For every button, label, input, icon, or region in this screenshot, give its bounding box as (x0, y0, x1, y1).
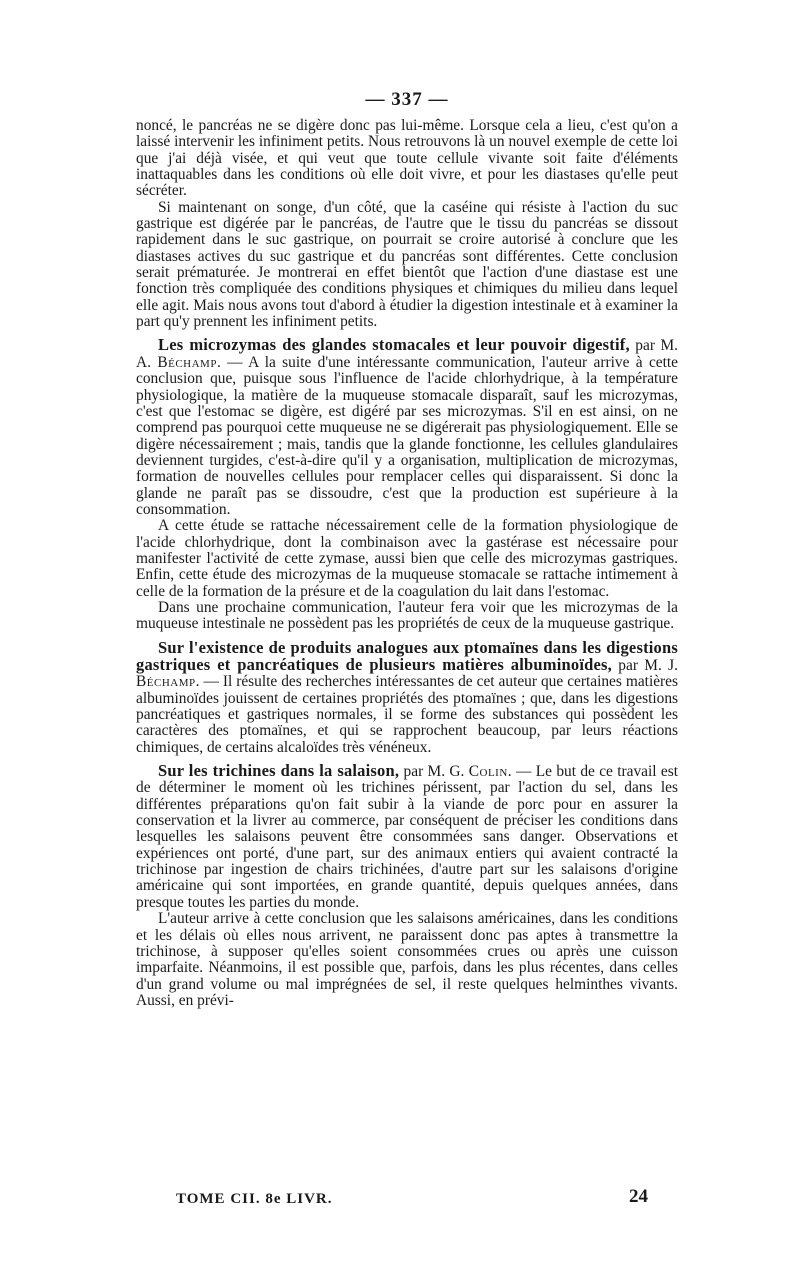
section-title: Sur l'existence de produits analogues aux ptomaïnes dans les digestions gastriques et pancréatiques de plusieurs matières albuminoïdes, (136, 637, 678, 674)
section-ptomaines (136, 637, 678, 756)
section-text: . — Le but de ce travail est de déterminer le moment où les trichines périssent, par l'action du sel, dans les différentes préparations qu'on fait subir à la viande de porc pour en assurer la conservation et la livrer au commerce, par conséquent de préciser les conditions dans lesquelles les salaisons peuvent être consommées sans danger. Observations et expériences ont porté, d'une part, sur des animaux entiers qui avaient contracté la trichinose par ingestion de chairs trichinées, d'autre part sur les salaisons d'origine américaine qui sont importées, en grande quantité, depuis quelques années, dans presque toutes les parties du monde. (136, 763, 678, 911)
paragraph: Si maintenant on songe, d'un côté, que la caséine qui résiste à l'action du suc gastrique est digérée par le pancréas, de l'autre que le tissu du pancréas se dissout rapidement dans le suc gastrique, on pourrait se croire autorisé à conclure que les diastases actives du suc gastrique et du pancréas sont différentes. Cette conclusion serait prématurée. Je montrerai en effet bientôt que l'action d'une diastase est une fonction très compliquée des conditions physiques et chimiques du milieu dans lequel elle agit. Mais nous avons tout d'abord à étudier la digestion intestinale et à examiner la part qu'y prennent les infiniment petits. (136, 198, 678, 331)
section-microzymas (136, 337, 678, 518)
author-name: Béchamp (136, 673, 196, 691)
signature-mark: 24 (629, 1186, 648, 1207)
author-name: Colin (468, 763, 508, 781)
author-prefix: par M. J. (611, 657, 678, 674)
paragraph: L'auteur arrive à cette conclusion que les salaisons américaines, dans les conditions et les délais où elles nous arrivent, ne paraissent donc pas aptes à transmettre la trichinose, à supposer qu'elles soient consommées crues ou après une cuisson imparfaite. Néanmoins, il est possible que, parfois, dans les plus récentes, dans celles d'un grand volume ou mal imprégnées de sel, il reste quelques helminthes vivants. Aussi, en prévi- (136, 910, 678, 1009)
author-prefix: par M. G. (399, 763, 469, 781)
paragraph: Dans une prochaine communication, l'auteur fera voir que les microzymas de la muqueuse intestinale ne possèdent pas les propriétés de ceux de la muqueuse gastrique. (136, 598, 678, 633)
body-text (136, 118, 678, 1009)
author-prefix: par M. A. (136, 337, 678, 371)
page-number: — 337 — (365, 89, 449, 110)
page-footer (176, 1186, 648, 1208)
section-title: Sur les trichines dans la salaison, (158, 761, 400, 781)
section-trichines (136, 763, 678, 911)
paragraph: A cette étude se rattache nécessairement celle de la formation physiologique de l'acide chlorhydrique, dont la combinaison avec la gastérase est nécessaire pour manifester l'activité de cette zymase, aussi bien que celle des microzymas gastriques. Enfin, cette étude des microzymas de la muqueuse stomacale se rattache intimement à celle de la formation de la présure et de la coagulation du lait dans l'estomac. (136, 517, 678, 600)
paragraph: noncé, le pancréas ne se digère donc pas lui-même. Lorsque cela a lieu, c'est qu'on a laissé intervenir les infiniment petits. Nous retrouvons là un nouvel exemple de cette loi que j'ai déjà visée, et qui veut que toute cellule vivante soit faite d'éléments inattaquables dans les conditions où elle doit vivre, et pour les diastases qu'elle peut sécréter. (136, 117, 678, 200)
document-page (136, 88, 678, 1208)
section-text: . — A la suite d'une intéressante communication, l'auteur arrive à cette conclusion que, puisque sous l'influence de l'acide chlorhydrique, à la température physiologique, la matière de la muqueuse stomacale disparaît, sauf les microzymas, c'est que l'estomac se digère, est digéré par ses microzymas. S'il en est ainsi, on ne comprend pas pourquoi cette muqueuse ne se digérerait pas physiologiquement. Elle se digère nécessairement ; mais, tandis que la glande fonctionne, les cellules glandulaires deviennent turgides, c'est-à-dire qu'il y a organisation, multiplication de microzymas, formation de nouvelles cellules pour remplacer celles qui disparaissent. Si donc la glande ne paraît pas se dissoudre, c'est que la production est supérieure à la consommation. (136, 353, 679, 518)
section-text: . — Il résulte des recherches intéressantes de cet auteur que certaines matières albuminoïdes jouissent de certaines propriétés des ptomaïnes ; que, dans les digestions pancréatiques et gastriques normales, il se forme des substances qui possèdent les caractères des ptomaïnes, et qui se rapprochent beaucoup, par leurs réactions chimiques, de certains alcaloïdes très vénéneux. (136, 673, 678, 756)
author-name: Béchamp (157, 353, 217, 371)
volume-line: TOME CII. 8e LIVR. (176, 1191, 333, 1207)
section-title: Les microzymas des glandes stomacales et leur pouvoir digestif, (158, 335, 630, 355)
